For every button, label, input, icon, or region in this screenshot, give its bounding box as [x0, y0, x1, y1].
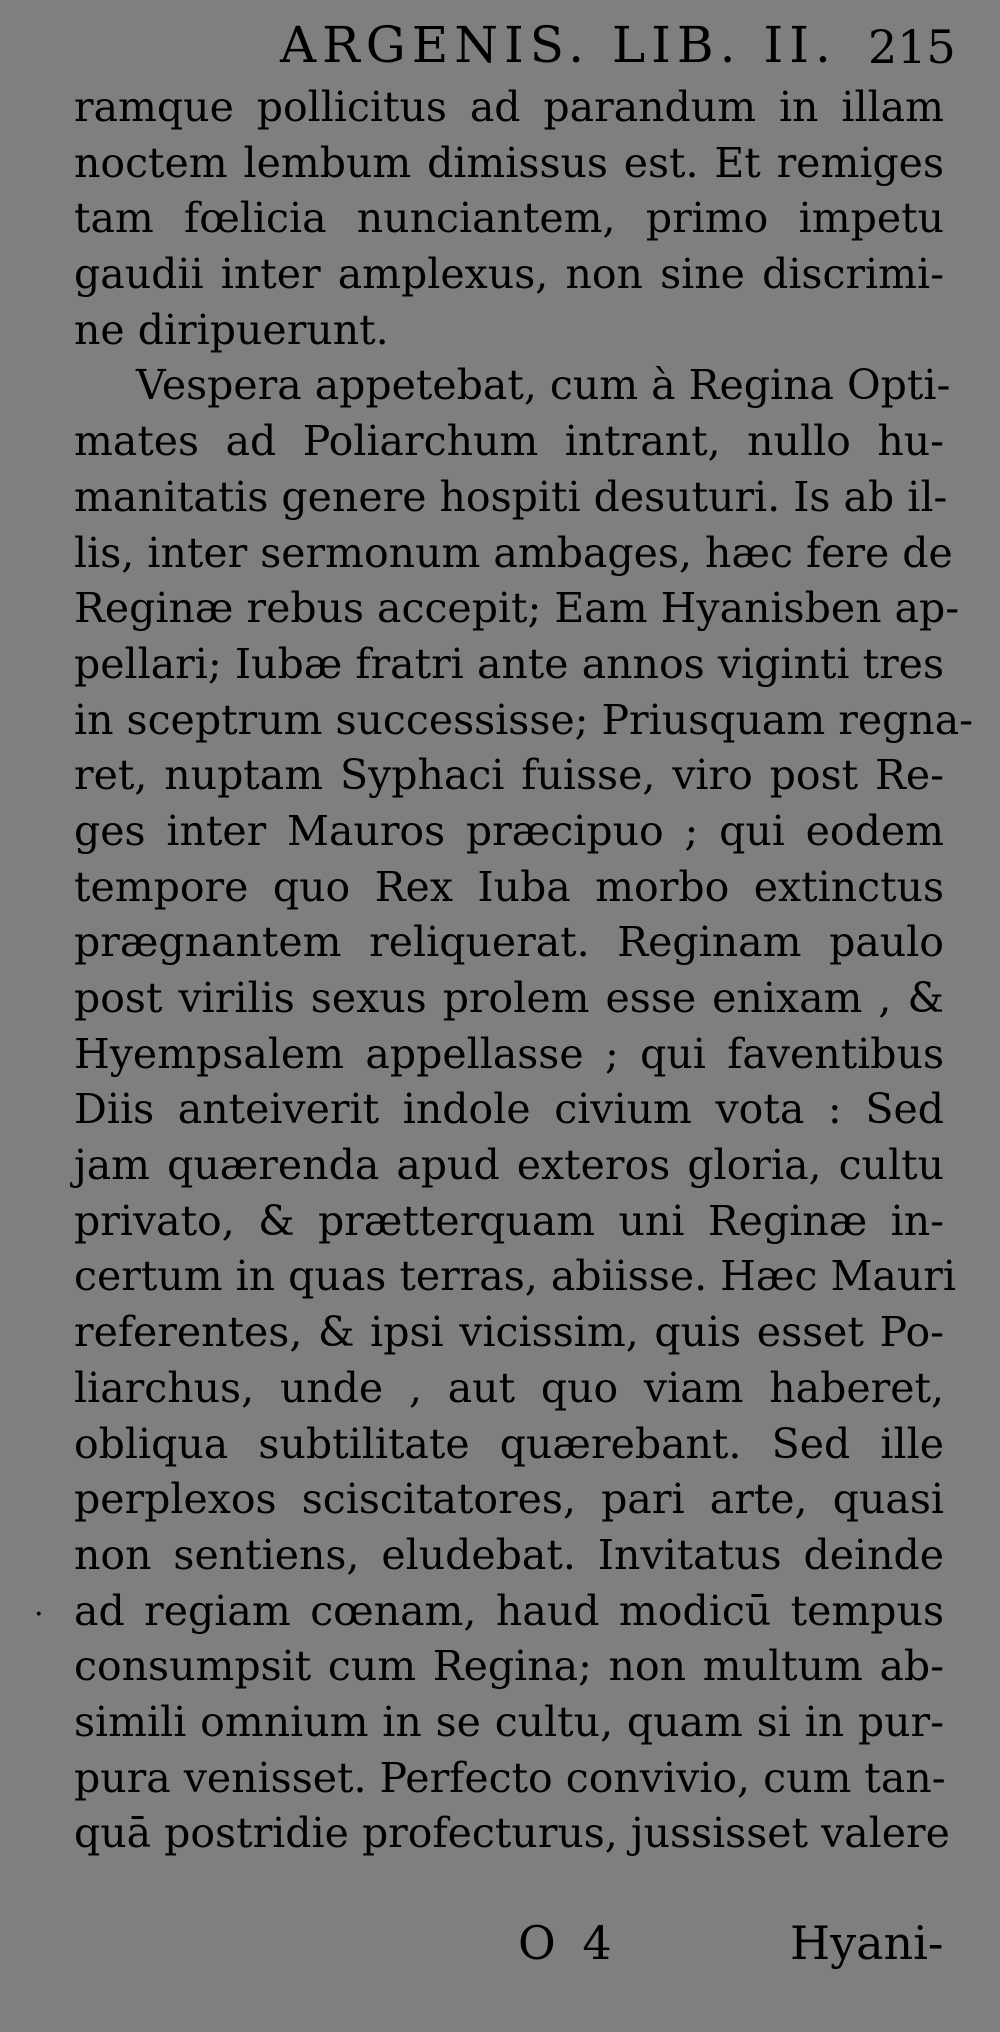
text-line: pura venisset. Perfecto convivio, cum tan- — [74, 1753, 946, 1802]
text-line: ges inter Mauros præcipuo ; qui eodem — [74, 806, 944, 855]
text-line: liarchus, unde , aut quo viam haberet, — [74, 1363, 944, 1412]
catchword: Hyani- — [790, 1916, 944, 1970]
text-line: prægnantem reliquerat. Reginam paulo — [74, 918, 944, 967]
text-line: tempore quo Rex Iuba morbo extinctus — [74, 862, 944, 911]
text-line: non sentiens, eludebat. Invitatus deinde — [74, 1530, 944, 1579]
text-line: ne diripuerunt. — [74, 305, 389, 354]
page-footer — [0, 1916, 1000, 1990]
text-line: gaudii inter amplexus, non sine discrimi- — [74, 250, 944, 299]
text-line: mates ad Poliarchum intrant, nullo hu- — [74, 417, 944, 466]
running-title: ARGENIS. LIB. II. — [280, 16, 837, 74]
text-line: pellari; Iubæ fratri ante annos viginti tres — [74, 639, 944, 688]
text-line: post virilis sexus prolem esse enixam , & — [74, 974, 944, 1022]
signature-mark: O 4 — [518, 1916, 618, 1970]
text-line: lis, inter sermonum ambages, hæc fere de — [74, 528, 953, 577]
page-header — [0, 10, 1000, 80]
text-line: ad regiam cœnam, haud modicū tempus — [74, 1586, 944, 1635]
text-line: ret, nuptam Syphaci fuisse, viro post Re- — [74, 751, 944, 800]
text-line: Hyempsalem appellasse ; qui faventibus — [74, 1029, 944, 1078]
text-line: manitatis genere hospiti desuturi. Is ab il- — [74, 472, 948, 521]
text-line: noctem lembum dimissus est. Et remiges — [74, 138, 944, 187]
text-line: referentes, & ipsi vicissim, quis esset Po- — [74, 1308, 944, 1357]
margin-dot-mark: · — [34, 1597, 44, 1632]
text-line: jam quærenda apud exteros gloria, cultu — [74, 1141, 944, 1190]
text-line: privato, & prætterquam uni Reginæ in- — [74, 1196, 944, 1245]
text-line: perplexos sciscitatores, pari arte, quasi — [74, 1475, 944, 1524]
text-line: consumpsit cum Regina; non multum ab- — [74, 1642, 944, 1691]
text-line: tam fœlicia nunciantem, primo impetu — [74, 194, 944, 243]
text-line: ramque pollicitus ad parandum in illam — [74, 83, 944, 131]
text-line: quā postridie profecturus, jussisset valere — [74, 1809, 950, 1858]
body-text — [74, 80, 974, 1862]
page-number: 215 — [868, 20, 956, 74]
text-line: Vespera appetebat, cum à Regina Opti- — [136, 361, 951, 410]
text-line: in sceptrum successisse; Priusquam regna- — [74, 695, 974, 744]
text-line: Reginæ rebus accepit; Eam Hyanisben ap- — [74, 584, 960, 633]
text-line: Diis anteiverit indole civium vota : Sed — [74, 1085, 944, 1134]
text-line: obliqua subtilitate quærebant. Sed ille — [74, 1419, 944, 1468]
text-line: simili omnium in se cultu, quam si in pur- — [74, 1697, 944, 1746]
text-line: certum in quas terras, abiisse. Hæc Mauri — [74, 1252, 956, 1301]
